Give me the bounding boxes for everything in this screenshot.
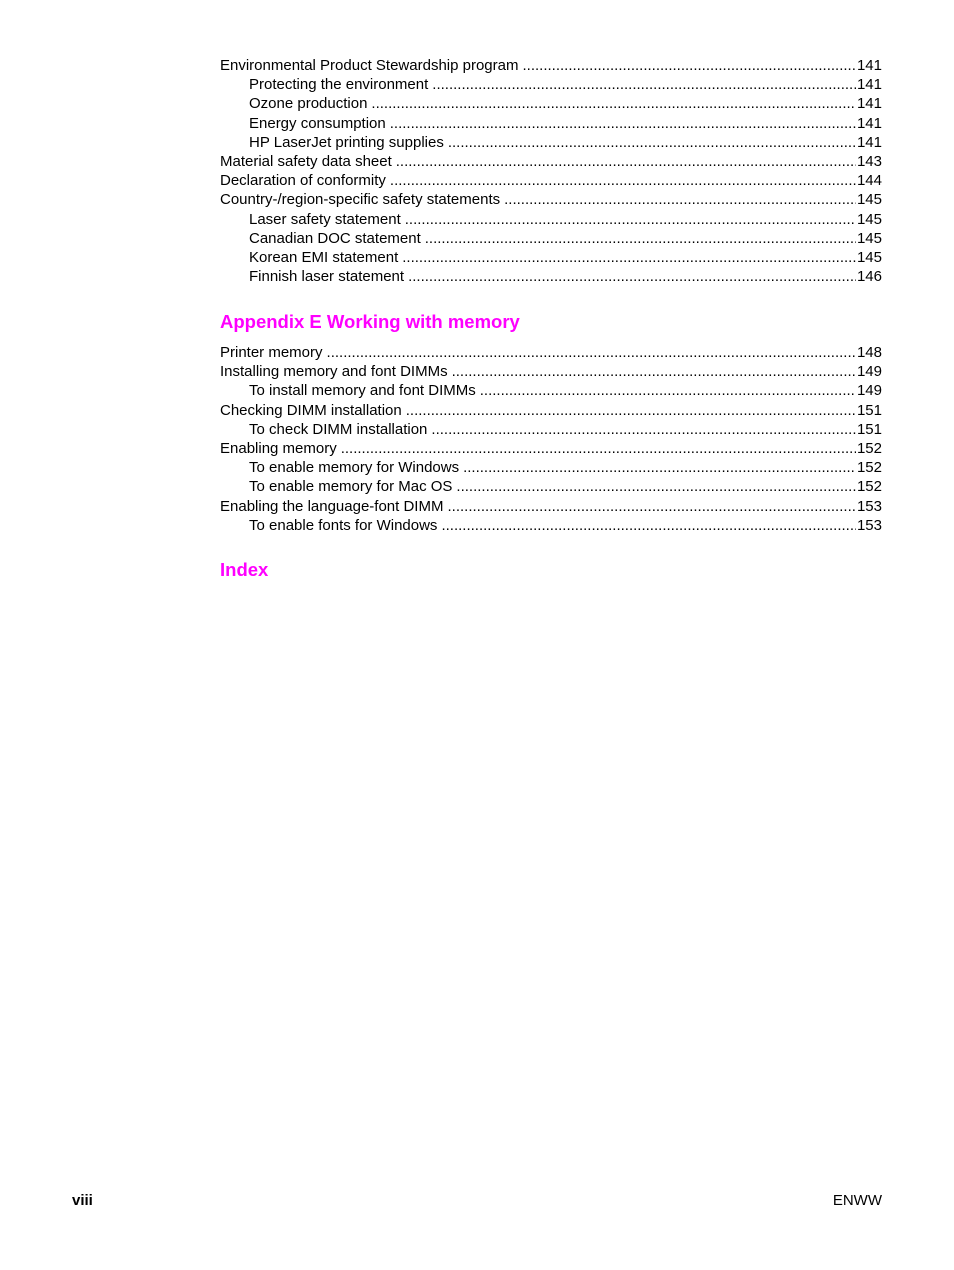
toc-entry-label: Enabling memory	[220, 439, 337, 457]
toc-entry-label: To enable fonts for Windows	[249, 516, 438, 534]
leader-dots	[390, 171, 856, 190]
leader-dots	[456, 477, 856, 496]
leader-dots	[432, 75, 856, 94]
leader-dots	[448, 133, 856, 152]
toc-entry-page: 141	[856, 95, 882, 113]
toc-entry-label: Country-/region-specific safety statements	[220, 191, 501, 209]
toc-entry-page: 144	[856, 172, 882, 190]
toc-entry[interactable]	[220, 229, 882, 248]
toc-entry[interactable]	[220, 171, 882, 190]
toc-list-environmental	[220, 56, 882, 286]
toc-entry-page: 145	[856, 191, 882, 209]
toc-entry[interactable]	[220, 343, 882, 362]
toc-entry-label: Material safety data sheet	[220, 152, 392, 170]
toc-entry-label: Protecting the environment	[249, 76, 429, 94]
leader-dots	[402, 248, 856, 267]
leader-dots	[408, 267, 856, 286]
toc-entry[interactable]	[220, 420, 882, 439]
toc-entry-page: 152	[856, 459, 882, 477]
page-number: viii	[72, 1192, 93, 1209]
leader-dots	[447, 497, 855, 516]
toc-entry-page: 141	[856, 114, 882, 132]
page-footer	[72, 1192, 882, 1209]
toc-entry-page: 151	[856, 401, 882, 419]
toc-entry-page: 152	[856, 439, 882, 457]
toc-entry-label: Laser safety statement	[249, 210, 401, 228]
toc-entry-label: Environmental Product Stewardship program	[220, 57, 519, 74]
toc-entry[interactable]	[220, 401, 882, 420]
toc-entry-label: Ozone production	[249, 95, 368, 113]
toc-entry[interactable]	[220, 94, 882, 113]
leader-dots	[522, 56, 855, 75]
toc-entry[interactable]	[220, 477, 882, 496]
leader-dots	[504, 190, 856, 209]
toc-list-appendix	[220, 343, 882, 535]
toc-entry[interactable]	[220, 114, 882, 133]
toc-entry-page: 143	[856, 152, 882, 170]
toc-entry-page: 149	[856, 382, 882, 400]
toc-entry-page: 145	[856, 210, 882, 228]
toc-entry[interactable]	[220, 362, 882, 381]
toc-entry[interactable]	[220, 75, 882, 94]
toc-entry[interactable]	[220, 56, 882, 75]
toc-entry-page: 145	[856, 229, 882, 247]
toc-entry-label: Korean EMI statement	[249, 248, 399, 266]
toc-entry-label: Installing memory and font DIMMs	[220, 363, 448, 381]
toc-entry[interactable]	[220, 439, 882, 458]
leader-dots	[431, 420, 856, 439]
toc-entry[interactable]	[220, 190, 882, 209]
leader-dots	[405, 210, 856, 229]
document-code: ENWW	[832, 1192, 882, 1209]
leader-dots	[327, 343, 856, 362]
toc-entry-label: Finnish laser statement	[249, 268, 405, 286]
toc-entry-label: To enable memory for Mac OS	[249, 478, 453, 496]
toc-entry-label: Energy consumption	[249, 114, 386, 132]
toc-entry[interactable]	[220, 248, 882, 267]
toc-entry-label: To enable memory for Windows	[249, 459, 460, 477]
toc-entry-label: Declaration of conformity	[220, 172, 386, 190]
toc-entry-page: 153	[856, 497, 882, 515]
toc-entry-page: 153	[856, 516, 882, 534]
appendix-heading[interactable]: Appendix E Working with memory	[220, 311, 520, 332]
toc-entry-label: Canadian DOC statement	[249, 229, 421, 247]
toc-entry-label: HP LaserJet printing supplies	[249, 133, 444, 151]
toc-entry[interactable]	[220, 133, 882, 152]
toc-entry-page: 141	[856, 76, 882, 94]
leader-dots	[396, 152, 856, 171]
leader-dots	[341, 439, 856, 458]
toc-entry-page: 148	[856, 344, 882, 361]
toc-entry-page: 149	[856, 363, 882, 381]
leader-dots	[406, 401, 856, 420]
toc-entry-label: Enabling the language-font DIMM	[220, 497, 444, 515]
toc-entry-page: 151	[856, 420, 882, 438]
leader-dots	[463, 458, 856, 477]
toc-entry[interactable]	[220, 267, 882, 286]
toc-entry-label: To install memory and font DIMMs	[249, 382, 476, 400]
leader-dots	[452, 362, 856, 381]
toc-entry-page: 152	[856, 478, 882, 496]
toc-entry-page: 145	[856, 248, 882, 266]
toc-entry[interactable]	[220, 210, 882, 229]
leader-dots	[441, 516, 856, 535]
leader-dots	[390, 114, 856, 133]
toc-entry[interactable]	[220, 516, 882, 535]
leader-dots	[371, 94, 856, 113]
toc-entry-label: Printer memory	[220, 344, 323, 361]
leader-dots	[425, 229, 856, 248]
toc-entry[interactable]	[220, 381, 882, 400]
index-heading[interactable]: Index	[220, 559, 269, 580]
toc-entry-page: 141	[856, 133, 882, 151]
toc-entry[interactable]	[220, 497, 882, 516]
toc-entry-page: 141	[856, 57, 882, 74]
toc-entry-label: To check DIMM installation	[249, 420, 428, 438]
leader-dots	[480, 381, 856, 400]
toc-entry[interactable]	[220, 152, 882, 171]
toc-entry-page: 146	[856, 268, 882, 286]
toc-entry[interactable]	[220, 458, 882, 477]
toc-entry-label: Checking DIMM installation	[220, 401, 402, 419]
